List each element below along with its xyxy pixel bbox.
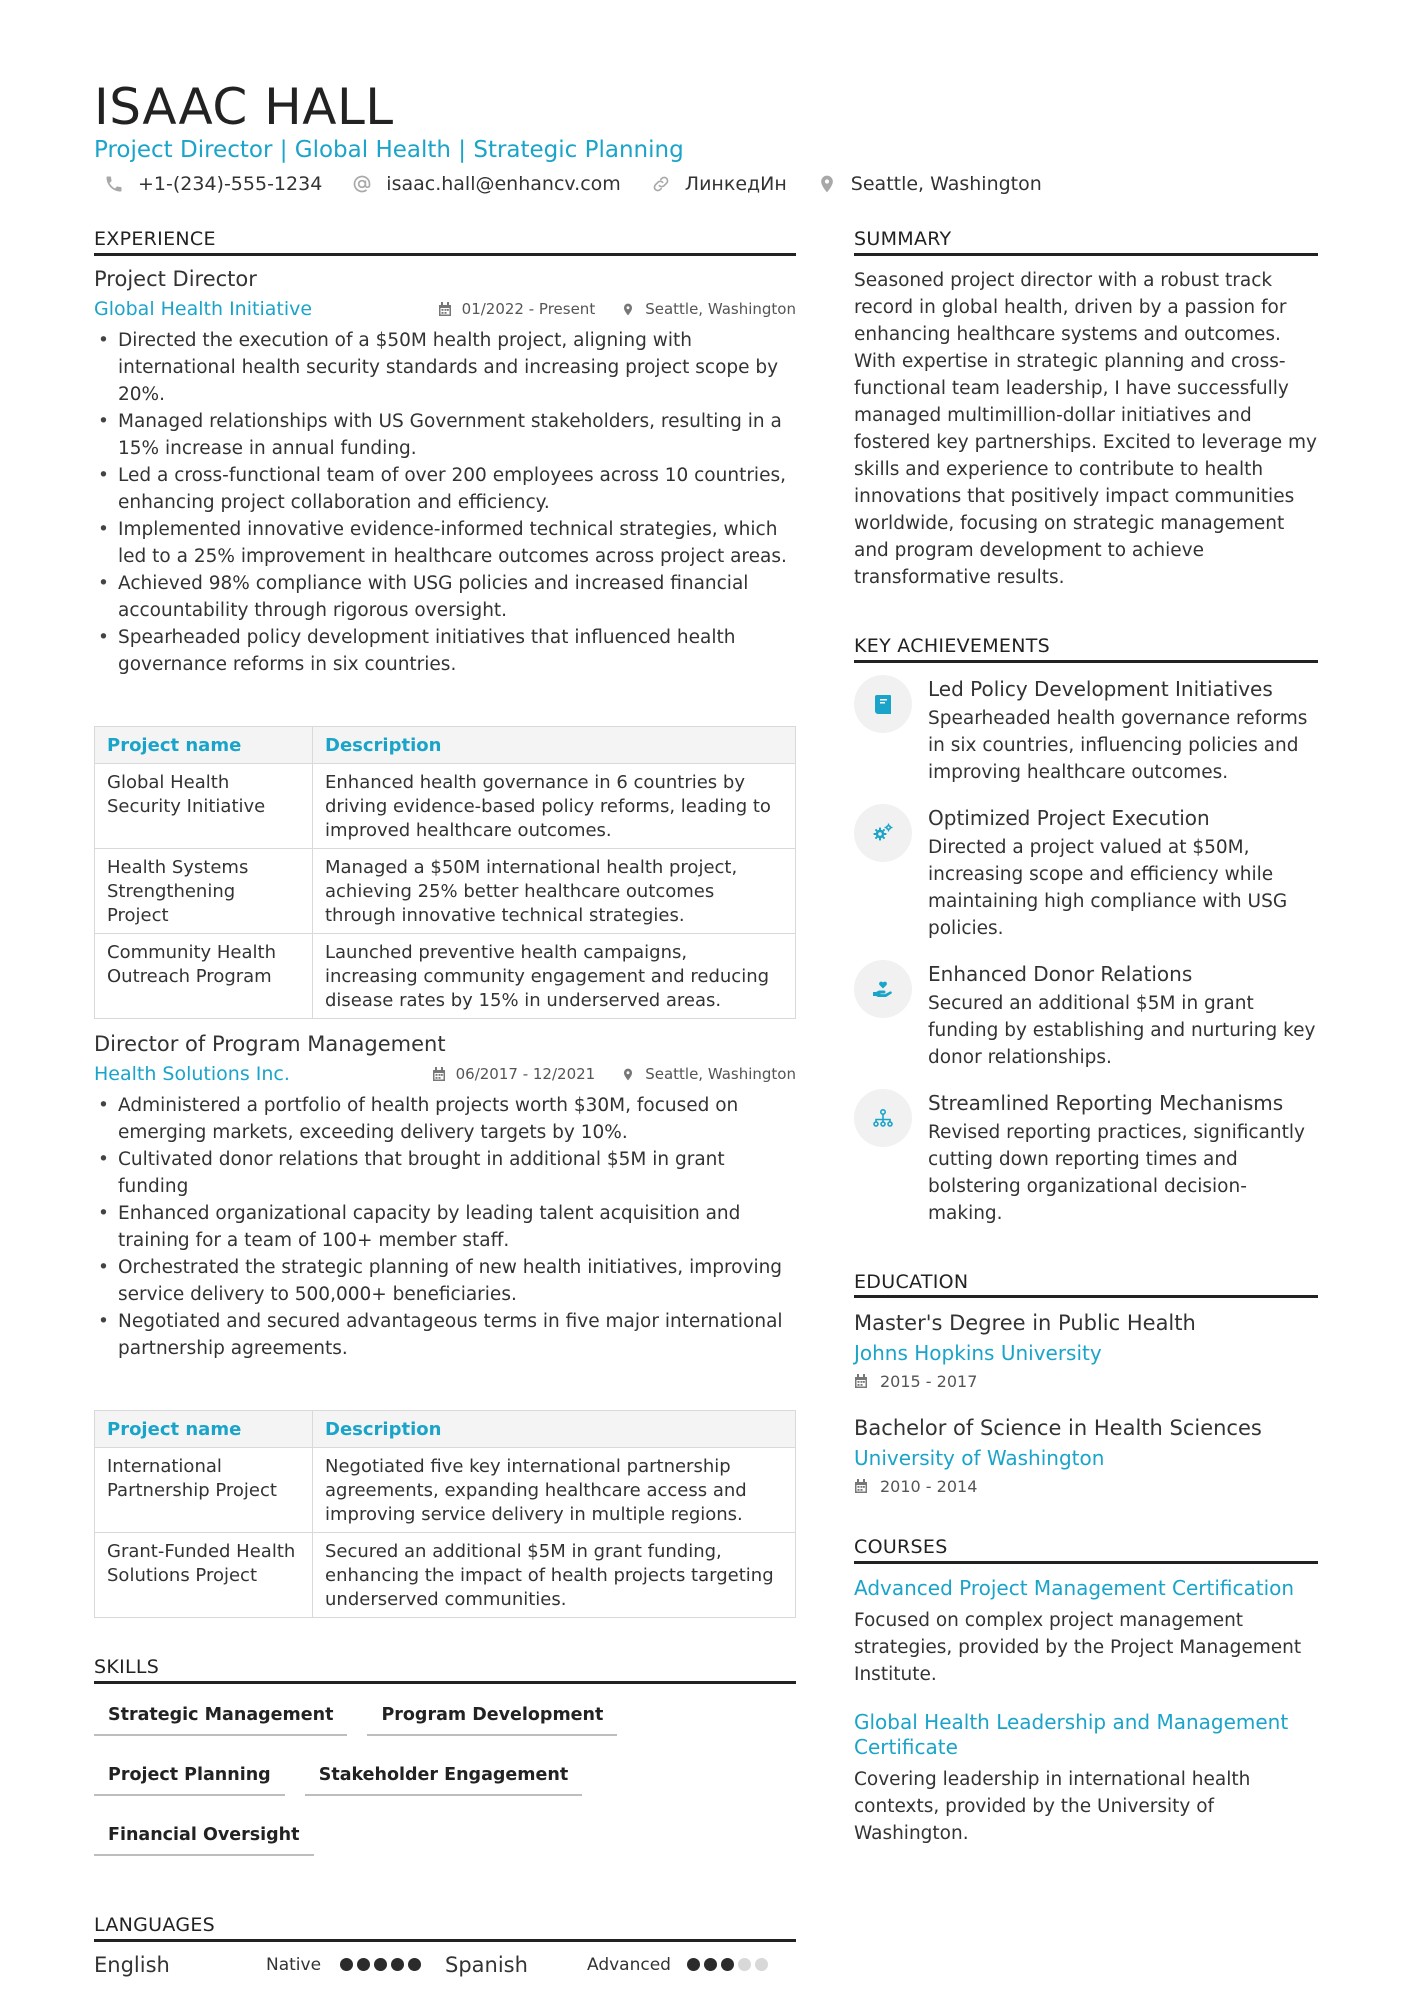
hand-heart-icon: [854, 960, 912, 1018]
skill-tag: Stakeholder Engagement: [305, 1758, 583, 1796]
degree-title: Bachelor of Science in Health Sciences: [854, 1416, 1262, 1441]
proficiency-dots: [687, 1958, 772, 1971]
language-level: Native: [266, 1954, 322, 1975]
course-desc: Covering leadership in international health contexts, provided by the University of Washington.: [854, 1769, 1251, 1844]
column-header: Description: [313, 727, 796, 764]
phone-icon: [104, 174, 124, 194]
map-pin-icon: [621, 1067, 635, 1082]
education-entry: [854, 1413, 1318, 1496]
right-column: [854, 228, 1318, 1847]
company-name: Health Solutions Inc.: [94, 1063, 290, 1086]
course-entry: [854, 1576, 1318, 1688]
job-dates: 06/2017 - 12/2021: [432, 1065, 596, 1083]
project-name-cell: Health Systems Strengthening Project: [95, 849, 313, 934]
bullet-item: • Achieved 98% compliance with USG policies and increased financial accountability through rigorous oversight.: [94, 570, 796, 624]
project-name-cell: Community Health Outreach Program: [95, 934, 313, 1019]
achievement-desc: Directed a project valued at $50M, increasing scope and efficiency while maintaining high compliance with USG policies.: [928, 836, 1288, 939]
skill-tag: Project Planning: [94, 1758, 285, 1796]
proficiency-dot-filled: [391, 1958, 404, 1971]
language-item: [445, 1953, 796, 1977]
book-icon: [854, 675, 912, 733]
achievement-item: [854, 960, 1318, 1071]
at-sign-icon: [352, 174, 372, 194]
column-header: Project name: [95, 1411, 313, 1448]
table-row: [95, 849, 796, 934]
bullet-item: • Managed relationships with US Government stakeholders, resulting in a 15% increase in annual funding.: [94, 408, 796, 462]
project-name-cell: International Partnership Project: [95, 1448, 313, 1533]
languages-list: [94, 1950, 796, 1980]
experience-heading: EXPERIENCE: [94, 228, 796, 256]
projects-table: [94, 1410, 796, 1618]
achievement-title: Enhanced Donor Relations: [928, 961, 1193, 986]
proficiency-dot-empty: [738, 1958, 751, 1971]
gears-icon: [854, 804, 912, 862]
achievement-title: Led Policy Development Initiatives: [928, 676, 1273, 701]
degree-title: Master's Degree in Public Health: [854, 1311, 1196, 1336]
courses-heading: COURSES: [854, 1536, 1318, 1564]
link-icon: [651, 174, 671, 194]
achievement-item: [854, 804, 1318, 942]
bullet-item: • Orchestrated the strategic planning of new health initiatives, improving service delivery to 500,000+ beneficiaries.: [94, 1254, 796, 1308]
achievement-title: Streamlined Reporting Mechanisms: [928, 1090, 1284, 1115]
table-header-row: [95, 1411, 796, 1448]
table-row: [95, 934, 796, 1019]
school-name: Johns Hopkins University: [854, 1341, 1102, 1366]
skills-list: [94, 1698, 796, 1878]
achievement-item: [854, 1089, 1318, 1227]
calendar-icon: [854, 1374, 868, 1389]
course-desc: Focused on complex project management strategies, provided by the Project Management Institute.: [854, 1610, 1302, 1685]
language-level: Advanced: [587, 1954, 671, 1975]
education-entry: [854, 1308, 1318, 1391]
education-dates: 2010 - 2014: [854, 1477, 1318, 1496]
projects-table: [94, 726, 796, 1019]
candidate-name: ISAAC HALL: [94, 78, 394, 136]
map-pin-icon: [817, 174, 837, 194]
candidate-tagline: Project Director | Global Health | Strategic Planning: [94, 137, 684, 163]
proficiency-dot-filled: [408, 1958, 421, 1971]
table-header-row: [95, 727, 796, 764]
achievement-desc: Revised reporting practices, significantly cutting down reporting times and bolstering organizational decision-making.: [928, 1121, 1305, 1224]
calendar-icon: [432, 1067, 446, 1082]
bullet-item: • Negotiated and secured advantageous terms in five major international partnership agreements.: [94, 1308, 796, 1362]
contact-link[interactable]: [651, 173, 787, 195]
job-title: Director of Program Management: [94, 1032, 446, 1057]
bullet-item: • Spearheaded policy development initiatives that influenced health governance reforms in six countries.: [94, 624, 796, 678]
skills-heading: SKILLS: [94, 1656, 796, 1684]
sitemap-icon: [854, 1089, 912, 1147]
experience-entry: [94, 266, 796, 1019]
summary-heading: SUMMARY: [854, 228, 1318, 256]
phone-text: +1-(234)-555-1234: [138, 173, 323, 195]
project-desc-cell: Negotiated five key international partnership agreements, expanding healthcare access and improving service delivery in multiple regions.: [313, 1448, 796, 1533]
summary-text: Seasoned project director with a robust track record in global health, driven by a passion for enhancing healthcare systems and outcomes. With expertise in strategic planning and cross-functional team leadership, I have successfully managed multimillion-dollar initiatives and fostered key partnerships. Excited to leverage my skills and experience to contribute to health innovations that positively impact communities worldwide, focusing on strategic management and program development to achieve transformative results.: [854, 269, 1317, 588]
map-pin-icon: [621, 302, 635, 317]
proficiency-dot-filled: [374, 1958, 387, 1971]
proficiency-dot-filled: [721, 1958, 734, 1971]
calendar-icon: [438, 302, 452, 317]
course-entry: [854, 1710, 1318, 1847]
company-name: Global Health Initiative: [94, 298, 313, 321]
language-name: English: [94, 1952, 170, 1977]
project-desc-cell: Managed a $50M international health project, achieving 25% better healthcare outcomes through innovative technical strategies.: [313, 849, 796, 934]
bullet-item: • Led a cross-functional team of over 200 employees across 10 countries, enhancing project collaboration and efficiency.: [94, 462, 796, 516]
project-desc-cell: Launched preventive health campaigns, increasing community engagement and reducing disease rates by 15% in underserved areas.: [313, 934, 796, 1019]
bullet-item: • Cultivated donor relations that brought in additional $5M in grant funding: [94, 1146, 796, 1200]
left-column: [94, 228, 796, 1980]
project-name-cell: Global Health Security Initiative: [95, 764, 313, 849]
proficiency-dot-filled: [340, 1958, 353, 1971]
column-header: Description: [313, 1411, 796, 1448]
achievement-title: Optimized Project Execution: [928, 805, 1210, 830]
education-heading: EDUCATION: [854, 1271, 1318, 1299]
calendar-icon: [854, 1479, 868, 1494]
job-title: Project Director: [94, 266, 257, 291]
email-text: isaac.hall@enhancv.com: [386, 173, 621, 195]
location-text: Seattle, Washington: [850, 173, 1042, 195]
skill-tag: Strategic Management: [94, 1698, 347, 1736]
job-bullets: [94, 1092, 796, 1362]
job-dates: 01/2022 - Present: [438, 300, 596, 318]
proficiency-dot-filled: [704, 1958, 717, 1971]
contact-location: [817, 173, 1042, 195]
skill-tag: Program Development: [367, 1698, 617, 1736]
experience-entry: [94, 1031, 796, 1618]
proficiency-dot-filled: [687, 1958, 700, 1971]
project-name-cell: Grant-Funded Health Solutions Project: [95, 1533, 313, 1618]
table-row: [95, 1448, 796, 1533]
job-bullets: [94, 327, 796, 678]
job-location: Seattle, Washington: [621, 300, 796, 318]
achievements-heading: KEY ACHIEVEMENTS: [854, 635, 1318, 663]
contact-email[interactable]: [352, 173, 621, 195]
project-desc-cell: Secured an additional $5M in grant funding, enhancing the impact of health projects targeting underserved communities.: [313, 1533, 796, 1618]
languages-heading: LANGUAGES: [94, 1914, 796, 1942]
skill-tag: Financial Oversight: [94, 1818, 314, 1856]
bullet-item: • Implemented innovative evidence-informed technical strategies, which led to a 25% improvement in healthcare outcomes across project areas.: [94, 516, 796, 570]
achievement-desc: Secured an additional $5M in grant funding by establishing and nurturing key donor relationships.: [928, 992, 1316, 1068]
school-name: University of Washington: [854, 1446, 1105, 1471]
table-row: [95, 1533, 796, 1618]
language-name: Spanish: [445, 1952, 528, 1977]
course-title: Global Health Leadership and Management Certificate: [854, 1710, 1289, 1759]
link-text: ЛинкедИн: [684, 173, 787, 195]
contact-bar: [104, 170, 1072, 198]
proficiency-dot-empty: [755, 1958, 768, 1971]
bullet-item: • Enhanced organizational capacity by leading talent acquisition and training for a team of 100+ member staff.: [94, 1200, 796, 1254]
table-row: [95, 764, 796, 849]
proficiency-dots: [340, 1958, 425, 1971]
bullet-item: • Directed the execution of a $50M health project, aligning with international health security standards and increasing project scope by 20%.: [94, 327, 796, 408]
achievement-desc: Spearheaded health governance reforms in six countries, influencing policies and improving healthcare outcomes.: [928, 707, 1308, 783]
language-item: [94, 1953, 445, 1977]
achievement-item: [854, 675, 1318, 786]
column-header: Project name: [95, 727, 313, 764]
education-dates: 2015 - 2017: [854, 1372, 1318, 1391]
proficiency-dot-filled: [357, 1958, 370, 1971]
course-title: Advanced Project Management Certification: [854, 1576, 1295, 1600]
bullet-item: • Administered a portfolio of health projects worth $30M, focused on emerging markets, exceeding delivery targets by 10%.: [94, 1092, 796, 1146]
contact-phone[interactable]: [104, 173, 322, 195]
project-desc-cell: Enhanced health governance in 6 countries by driving evidence-based policy reforms, leading to improved healthcare outcomes.: [313, 764, 796, 849]
job-location: Seattle, Washington: [621, 1065, 796, 1083]
